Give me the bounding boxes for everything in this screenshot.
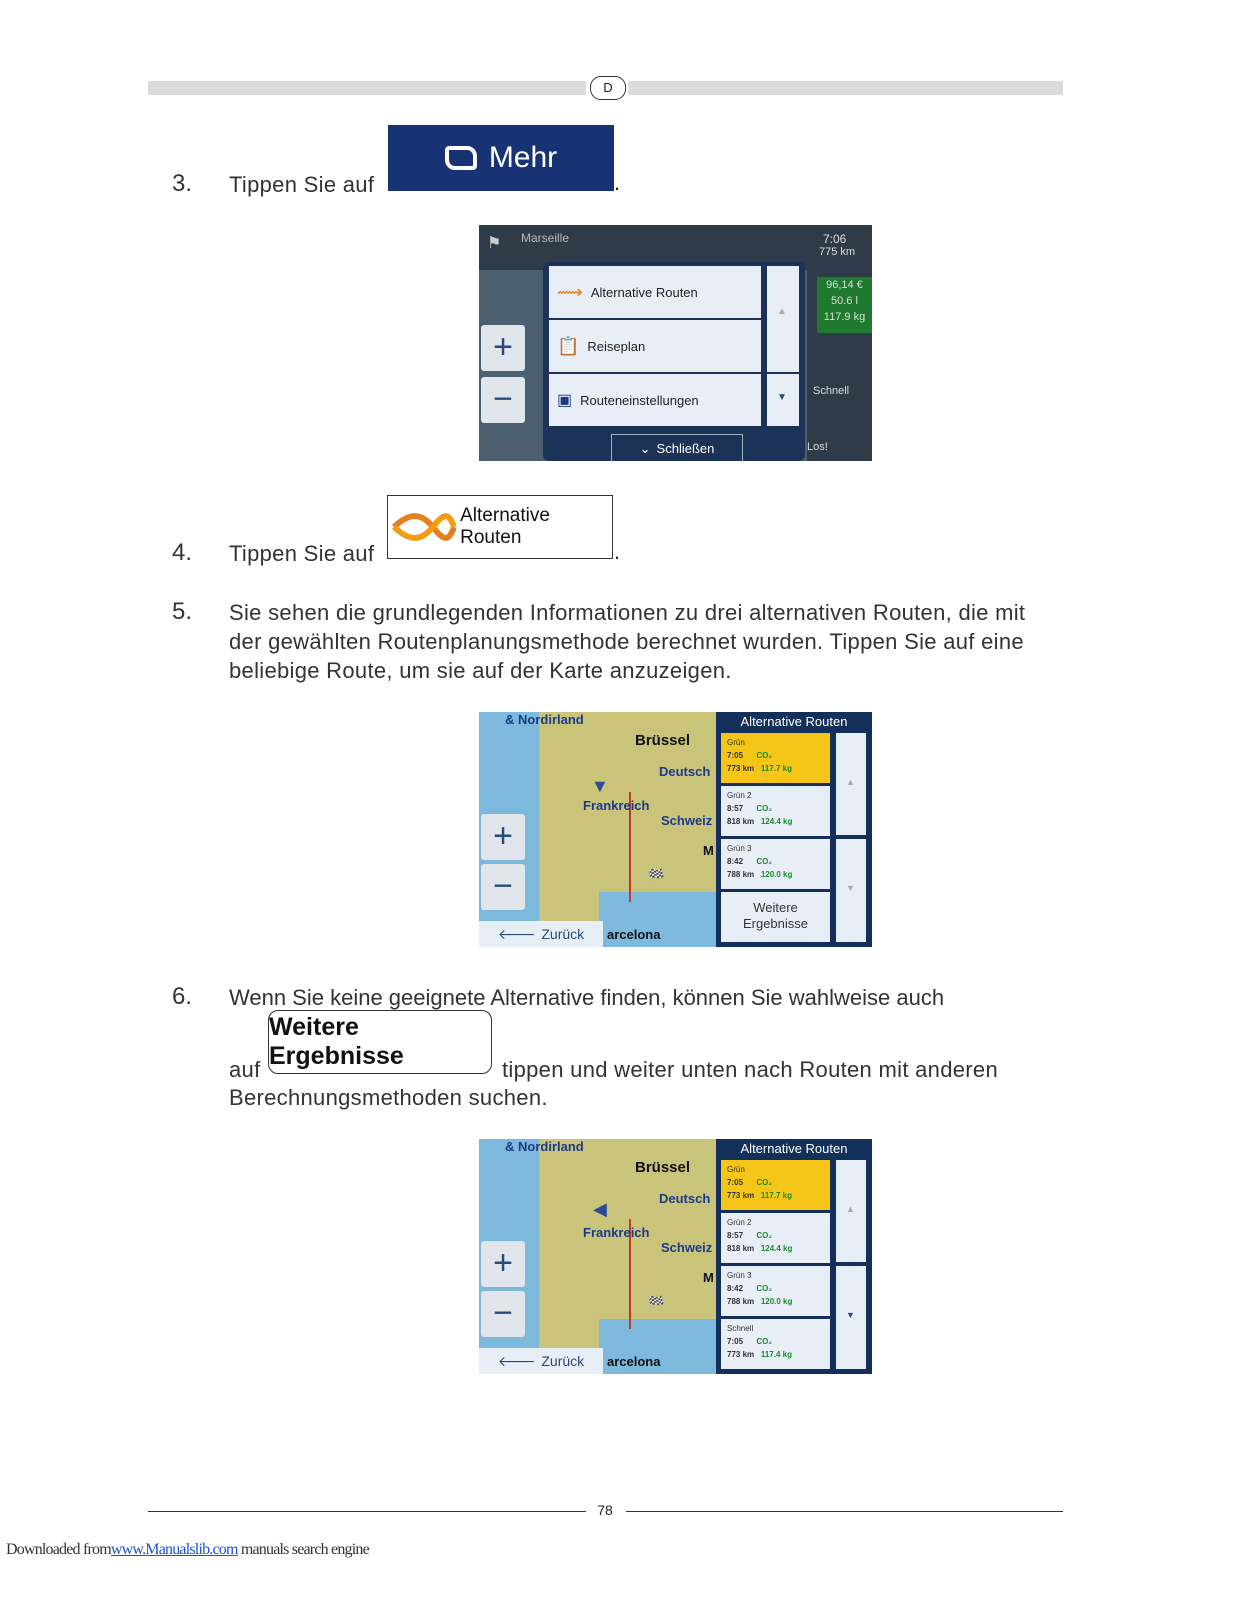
- route-list-panel: [716, 712, 872, 947]
- route-distance: 788 km: [727, 870, 755, 879]
- map-label: arcelona: [607, 1354, 661, 1369]
- route-co2: 120.0 kg: [760, 1297, 793, 1306]
- map-label: M: [703, 1270, 714, 1285]
- up-arrow-icon: ▲: [846, 1204, 855, 1214]
- route-time: 8:42: [727, 857, 744, 866]
- up-arrow-icon: ▲: [777, 306, 787, 317]
- route-distance: 818 km: [727, 817, 755, 826]
- zoom-out-button[interactable]: −: [481, 864, 525, 910]
- co2-label: CO₂: [756, 1178, 772, 1187]
- route-distance: 818 km: [727, 1244, 755, 1253]
- menu-item-label: Routeneinstellungen: [580, 392, 699, 408]
- map-label: Deutsch: [659, 1191, 711, 1206]
- map-label: Schweiz: [661, 1240, 713, 1255]
- zoom-out-button[interactable]: −: [481, 1291, 525, 1337]
- go-label: Los!: [807, 441, 828, 453]
- step-number: 5.: [172, 598, 193, 625]
- route-distance: 773 km: [727, 1350, 755, 1359]
- header-rule-left: [148, 81, 586, 95]
- map-label: Frankreich: [583, 798, 650, 813]
- zoom-in-button[interactable]: +: [481, 325, 525, 371]
- period: .: [614, 539, 621, 564]
- footer-rule-left: [148, 1511, 586, 1512]
- co2: 117.9 kg: [823, 311, 866, 323]
- route-name: Schnell: [727, 1324, 754, 1333]
- road-sign-icon: ▣: [557, 392, 573, 409]
- route-co2: 117.4 kg: [760, 1350, 792, 1359]
- more-icon: [445, 146, 477, 170]
- period: .: [614, 170, 621, 195]
- more-results-label: Weitere: [753, 900, 798, 915]
- step-text: Tippen Sie auf: [229, 541, 375, 566]
- clipboard-icon: 📋: [557, 335, 580, 356]
- scroll-up-button[interactable]: [836, 1160, 866, 1262]
- co2-label: CO₂: [756, 1284, 772, 1293]
- route-option[interactable]: [721, 839, 830, 889]
- up-arrow-icon: ▲: [846, 777, 855, 787]
- route-co2: 117.7 kg: [760, 1191, 792, 1200]
- more-results-button[interactable]: Weitere Ergebnisse: [268, 1010, 492, 1074]
- route-distance: 773 km: [727, 764, 755, 773]
- download-credit: [6, 1541, 369, 1559]
- alternative-routes-button[interactable]: [387, 495, 613, 559]
- route-time: 7:05: [727, 751, 744, 760]
- more-results-button[interactable]: [721, 892, 830, 942]
- mehr-button-label: Mehr: [488, 141, 558, 174]
- route-option[interactable]: [721, 786, 830, 836]
- back-arrow-icon: 🡐: [497, 925, 536, 942]
- menu-item-label: Alternative Routen: [590, 284, 698, 300]
- alternative-routes-icon: [392, 510, 456, 544]
- back-button-label: Zurück: [541, 926, 585, 942]
- checkered-flag-icon: 🏁: [647, 868, 665, 884]
- map-label: Brüssel: [635, 1159, 691, 1176]
- step-text: auf: [229, 1057, 261, 1082]
- close-button[interactable]: [611, 434, 743, 461]
- step-line: der gewählten Routenplanungsmethode berechnet wurden. Tippen Sie auf eine: [229, 629, 1024, 654]
- down-arrow-icon: ▼: [846, 883, 855, 893]
- map-label: Brüssel: [635, 732, 691, 749]
- route-name: Grün 3: [727, 844, 752, 853]
- back-button[interactable]: [479, 921, 603, 947]
- map-label: Schweiz: [661, 813, 713, 828]
- step-number: 3.: [172, 170, 193, 197]
- route-name: Grün 2: [727, 1218, 752, 1227]
- step-number: 6.: [172, 983, 193, 1010]
- co2-label: CO₂: [756, 1231, 772, 1240]
- menu-item-route-settings[interactable]: [549, 374, 761, 426]
- co2-label: CO₂: [756, 1337, 772, 1346]
- scroll-up-button[interactable]: [767, 266, 799, 372]
- step-number: 4.: [172, 539, 193, 566]
- co2-label: CO₂: [756, 857, 772, 866]
- position-arrow-icon: ▼: [591, 776, 609, 796]
- map-label: M: [703, 843, 714, 858]
- zoom-in-button[interactable]: +: [481, 1241, 525, 1287]
- zoom-in-button[interactable]: +: [481, 814, 525, 860]
- cost-box: [817, 277, 872, 333]
- mehr-button[interactable]: [388, 125, 614, 191]
- route-list-panel: [716, 1139, 872, 1374]
- checkered-flag-icon: ⚑: [487, 235, 502, 252]
- map-label: & Nordirland: [505, 1139, 584, 1154]
- chevron-down-icon: ⌄: [639, 440, 651, 456]
- scroll-up-button[interactable]: [836, 733, 866, 835]
- scroll-down-button[interactable]: [836, 839, 866, 942]
- map-label: Deutsch: [659, 764, 711, 779]
- footer-rule-right: [626, 1511, 1063, 1512]
- scroll-down-button[interactable]: [836, 1266, 866, 1369]
- menu-item-label: Reiseplan: [587, 338, 646, 354]
- screenshot-alternative-routes: [479, 712, 872, 947]
- co2-label: CO₂: [756, 804, 772, 813]
- more-menu: [543, 262, 805, 461]
- route-name: Grün: [727, 738, 745, 747]
- close-button-label: Schließen: [656, 441, 715, 456]
- back-arrow-icon: 🡐: [497, 1352, 536, 1369]
- download-prefix: Downloaded from: [6, 1541, 111, 1558]
- route-name: Grün 3: [727, 1271, 752, 1280]
- position-arrow-icon: ◀: [593, 1199, 607, 1219]
- co2-label: CO₂: [756, 751, 772, 760]
- screenshot-more-results: [479, 1139, 872, 1374]
- route-time: 8:57: [727, 1231, 744, 1240]
- destination-name: Marseille: [521, 231, 570, 245]
- alternative-routes-label: Alternative Routen: [460, 505, 550, 548]
- route-distance: 773 km: [727, 1191, 755, 1200]
- menu-item-itinerary[interactable]: [549, 320, 761, 372]
- route-option[interactable]: [721, 1213, 830, 1263]
- down-arrow-icon: ▼: [777, 392, 787, 403]
- back-button-label: Zurück: [541, 1353, 585, 1369]
- step-line: Sie sehen die grundlegenden Informationen zu drei alternativen Routen, die mit: [229, 600, 1026, 625]
- distance: 775 km: [819, 246, 856, 258]
- route-time: 8:42: [727, 1284, 744, 1293]
- route-time: 7:05: [727, 1337, 744, 1346]
- route-info-panel: [807, 225, 872, 461]
- page-number: 78: [597, 1502, 613, 1518]
- zoom-out-button[interactable]: −: [481, 377, 525, 423]
- eta: 7:06: [823, 232, 847, 246]
- route-co2: 124.4 kg: [760, 817, 793, 826]
- menu-item-alternative-routes[interactable]: [549, 266, 761, 318]
- route-mode: Schnell: [813, 385, 850, 397]
- step-line: beliebige Route, um sie auf der Karte anzuzeigen.: [229, 658, 732, 683]
- panel-title: Alternative Routen: [740, 1141, 848, 1156]
- route-option[interactable]: [721, 1266, 830, 1316]
- panel-title: Alternative Routen: [740, 714, 848, 729]
- fuel: 50.6 l: [831, 295, 858, 307]
- step-line: Wenn Sie keine geeignete Alternative finden, können Sie wahlweise auch: [229, 985, 945, 1010]
- route-time: 7:05: [727, 1178, 744, 1187]
- screenshot-more-menu: [479, 225, 872, 461]
- checkered-flag-icon: 🏁: [647, 1295, 665, 1311]
- route-co2: 120.0 kg: [760, 870, 793, 879]
- step-line: Berechnungsmethoden suchen.: [229, 1085, 548, 1110]
- map-label: & Nordirland: [505, 712, 584, 727]
- down-arrow-icon: ▼: [846, 1310, 855, 1320]
- scroll-down-button[interactable]: [767, 374, 799, 426]
- route-option[interactable]: [721, 733, 830, 783]
- route-name: Grün 2: [727, 791, 752, 800]
- back-button[interactable]: [479, 1348, 603, 1374]
- cost: 96,14 €: [826, 279, 863, 291]
- language-badge: D: [590, 76, 626, 100]
- alternative-routes-icon: ⟿: [557, 281, 583, 302]
- download-suffix: manuals search engine: [237, 1541, 369, 1558]
- step-line: tippen und weiter unten nach Routen mit anderen: [502, 1057, 998, 1082]
- more-results-label: Ergebnisse: [742, 916, 809, 931]
- route-option[interactable]: [721, 1160, 830, 1210]
- route-co2: 117.7 kg: [760, 764, 792, 773]
- route-name: Grün: [727, 1165, 745, 1174]
- map-label: Frankreich: [583, 1225, 650, 1240]
- route-option[interactable]: [721, 1319, 830, 1369]
- manualslib-link[interactable]: www.Manualslib.com: [110, 1541, 238, 1558]
- route-time: 8:57: [727, 804, 744, 813]
- route-distance: 788 km: [727, 1297, 755, 1306]
- map-label: arcelona: [607, 927, 661, 942]
- route-co2: 124.4 kg: [760, 1244, 793, 1253]
- header-rule-right: [628, 81, 1063, 95]
- step-text: Tippen Sie auf: [229, 172, 375, 197]
